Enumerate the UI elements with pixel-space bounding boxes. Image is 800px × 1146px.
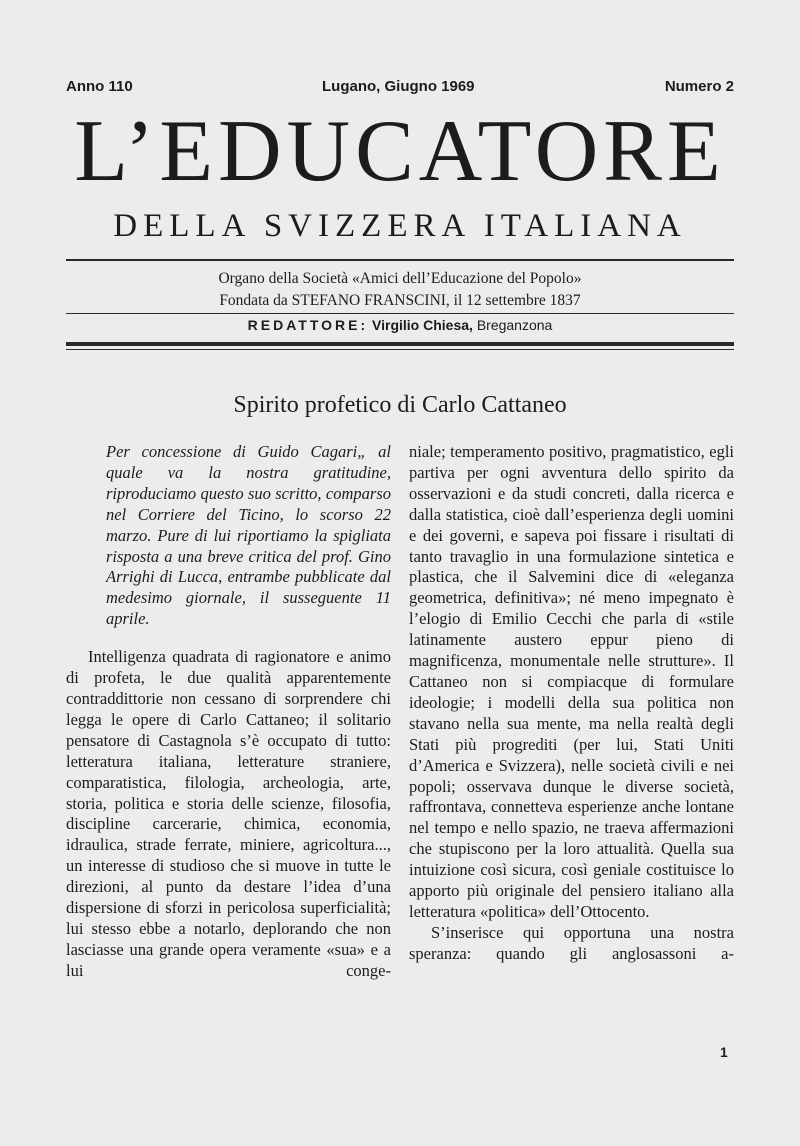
organ-line-founder: Fondata da STEFANO FRANSCINI, il 12 settembre 1837 bbox=[219, 292, 581, 309]
masthead-title: L’EDUCATORE bbox=[74, 103, 726, 200]
divider-rule bbox=[66, 349, 734, 350]
divider-rule-thick bbox=[66, 342, 734, 346]
article-paragraph: Intelligenza quadrata di ragionatore e animo di profeta, le due qualità apparentemente contraddittorie non cessano di sorprendere chi legga le opere di Carlo Cattaneo; il solitario pensatore di Castagnola s’è occupato di tutto: letteratura italiana, letterature straniere, comparatistica, filologia, archeologia, arte, storia, politica e storia delle scienze, filosofia, discipline carcerarie, chimica, economia, idraulica, strade ferrate, miniere, agricoltura..., un interesse di studioso che si muove in tutte le direzioni, al punto da destare l’idea d’una dispersione di sforzi in pericolosa superficialità; lui stesso ebbe a notarlo, deplorando che non lasciasse una grande opera veramente «sua» e a lui conge- bbox=[66, 647, 391, 980]
article-column-left bbox=[66, 442, 391, 982]
masthead-subtitle: DELLA SVIZZERA ITALIANA bbox=[113, 208, 687, 244]
page-number: 1 bbox=[720, 1044, 728, 1060]
divider-rule bbox=[66, 259, 734, 261]
issue-number-label: Numero 2 bbox=[664, 78, 734, 95]
editor-line bbox=[66, 317, 734, 333]
divider-rule bbox=[66, 313, 734, 314]
article-title: Spirito profetico di Carlo Cattaneo bbox=[233, 392, 567, 418]
article-column-right bbox=[409, 442, 734, 965]
volume-label: Anno 110 bbox=[66, 78, 133, 95]
place-date-label: Lugano, Giugno 1969 bbox=[322, 78, 475, 95]
editor-name: Virgilio Chiesa, bbox=[372, 317, 473, 333]
editor-label: REDATTORE: bbox=[247, 317, 369, 333]
organ-line-society: Organo della Società «Amici dell’Educazione del Popolo» bbox=[218, 270, 582, 287]
editor-place: Breganzona bbox=[476, 317, 553, 333]
issue-header bbox=[66, 78, 734, 98]
article-paragraph-continued: niale; temperamento positivo, pragmatistico, egli partiva per ogni avventura dello spirito da osservazioni e da studi concreti, dalla ricerca e dalla statistica, cioè dall’esperienza degli uomini e dei governi, e sapeva poi fissare i risultati di tanto travaglio in una formulazione sintetica e plastica, che il Salvemini dice di «eleganza geometrica, definitiva»; né meno impegnato è l’elogio di Emilio Cecchi che parla di «stile latinamente austero eppur pieno di magnificenza, monumentale nelle strutture». Il Cattaneo non si compiacque di formulare ideologie; i modelli della sua politica non stavano nella sua mente, ma nella realtà degli Stati più progrediti (per lui, Stati Uniti d’America e Svizzera), nelle società civili e nei popoli; osservava dunque le diverse società, raffrontava, connetteva esperienze anche lontane nel tempo e nello spazio, ne traeva affermazioni che stupiscono per la loro attualità. Quella sua intuizione così sicura, così geniale costituisce lo apporto più originale del pensiero italiano alla letteratura «politica» dell’Ottocento. bbox=[409, 442, 734, 921]
article-paragraph: S’inserisce qui opportuna una nostra speranza: quando gli anglosassoni a- bbox=[409, 922, 734, 963]
editorial-intro: Per concessione di Guido Cagari„ al quale va la nostra gratitudine, riproduciamo questo suo scritto, comparso nel Corriere del Ticino, lo scorso 22 marzo. Pure di lui riportiamo la spigliata risposta a una breve critica del prof. Gino Arrighi di Lucca, entrambe pubblicate dal medesimo giornale, il susseguente 11 aprile. bbox=[106, 442, 391, 629]
